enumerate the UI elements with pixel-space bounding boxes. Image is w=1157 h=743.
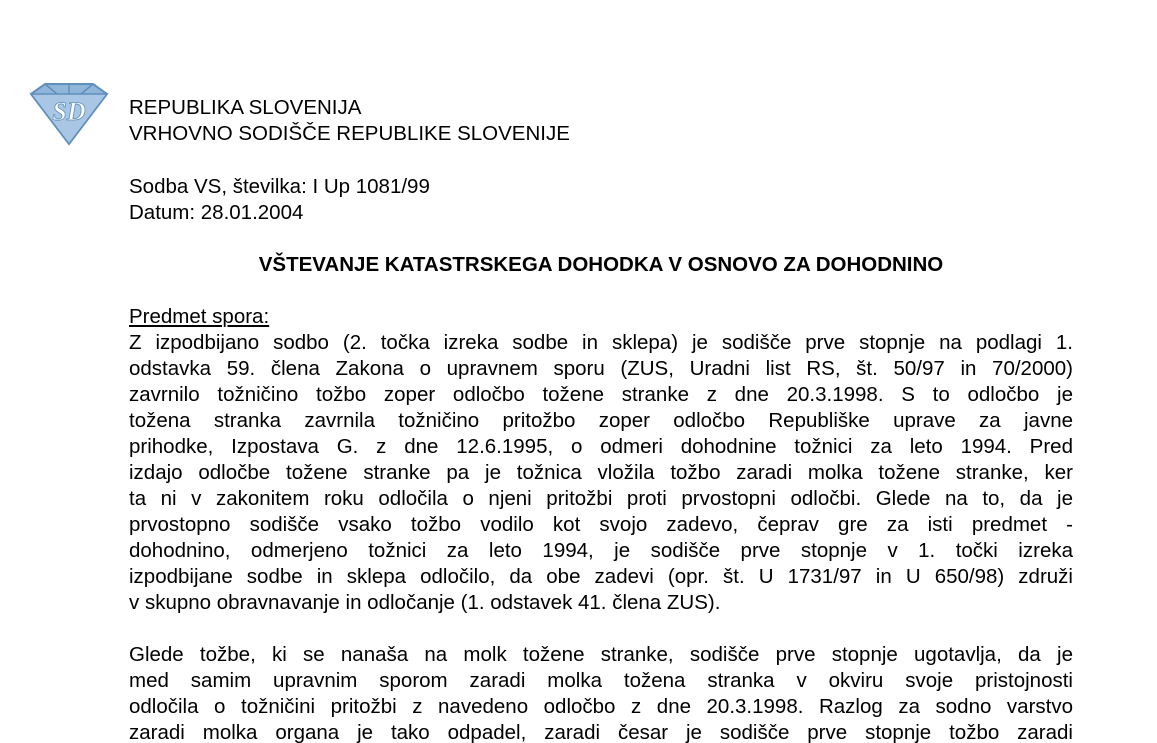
decision-date: Datum: 28.01.2004 [129,201,304,224]
institution-header [129,95,570,147]
document-title: VŠTEVANJE KATASTRSKEGA DOHODKA V OSNOVO ZA DOHODNINO [258,253,944,276]
text-line: prvostopno sodišče vsako tožbo vodilo kot svojo zadevo, čeprav gre za isti predmet - [129,513,1073,536]
text-line: prihodke, Izpostava G. z dne 12.6.1995, o odmeri dohodnine tožnici za leto 1994. Pred [129,435,1073,458]
logo-letters: SD [52,97,86,126]
republic-name: REPUBLIKA SLOVENIJA [129,96,362,119]
text-line: zaradi molka organa je tako odpadel, zaradi česar je sodišče prve stopnje tožbo zaradi [129,721,1073,743]
paragraph-silence [129,642,1073,743]
court-name: VRHOVNO SODIŠČE REPUBLIKE SLOVENIJE [129,122,570,145]
section-label-subject: Predmet spora: [129,305,270,328]
text-line: dohodnino, odmerjeno tožnici za leto 1994, je sodišče prve stopnje v 1. točki izreka [129,539,1073,562]
text-line: ta ni v zakonitem roku odločila o njeni pritožbi proti prvostopni odločbi. Glede na to, da je [129,487,1073,510]
case-meta [129,174,430,226]
text-line: v skupno obravnavanje in odločanje (1. odstavek 41. člena ZUS). [129,591,721,614]
paragraph-subject [129,330,1073,616]
case-number: Sodba VS, številka: I Up 1081/99 [129,175,430,198]
text-line: odločila o tožničini pritožbi z navedeno odločbo z dne 20.3.1998. Razlog za sodno varstvo [129,695,1073,718]
text-line: tožena stranka zavrnila tožničino pritožbo zoper odločbo Republiške uprave za javne [129,409,1073,432]
court-logo-icon [27,80,111,148]
text-line: zavrnilo tožničino tožbo zoper odločbo tožene stranke z dne 20.3.1998. S to odločbo je [129,383,1073,406]
text-line: izpodbijane sodbe in sklepa odločilo, da obe zadevi (opr. št. U 1731/97 in U 650/98) združi [129,565,1073,588]
text-line: med samim upravnim sporom zaradi molka tožena stranka v okviru svoje pristojnosti [129,669,1073,692]
text-line: izdajo odločbe tožene stranke pa je tožnica vložila tožbo zaradi molka tožene stranke, ker [129,461,1073,484]
text-line: odstavka 59. člena Zakona o upravnem sporu (ZUS, Uradni list RS, št. 50/97 in 70/2000) [129,357,1073,380]
text-line: Z izpodbijano sodbo (2. točka izreka sodbe in sklepa) je sodišče prve stopnje na podlagi 1. [129,331,1073,354]
text-line: Glede tožbe, ki se nanaša na molk tožene stranke, sodišče prve stopnje ugotavlja, da je [129,643,1073,666]
